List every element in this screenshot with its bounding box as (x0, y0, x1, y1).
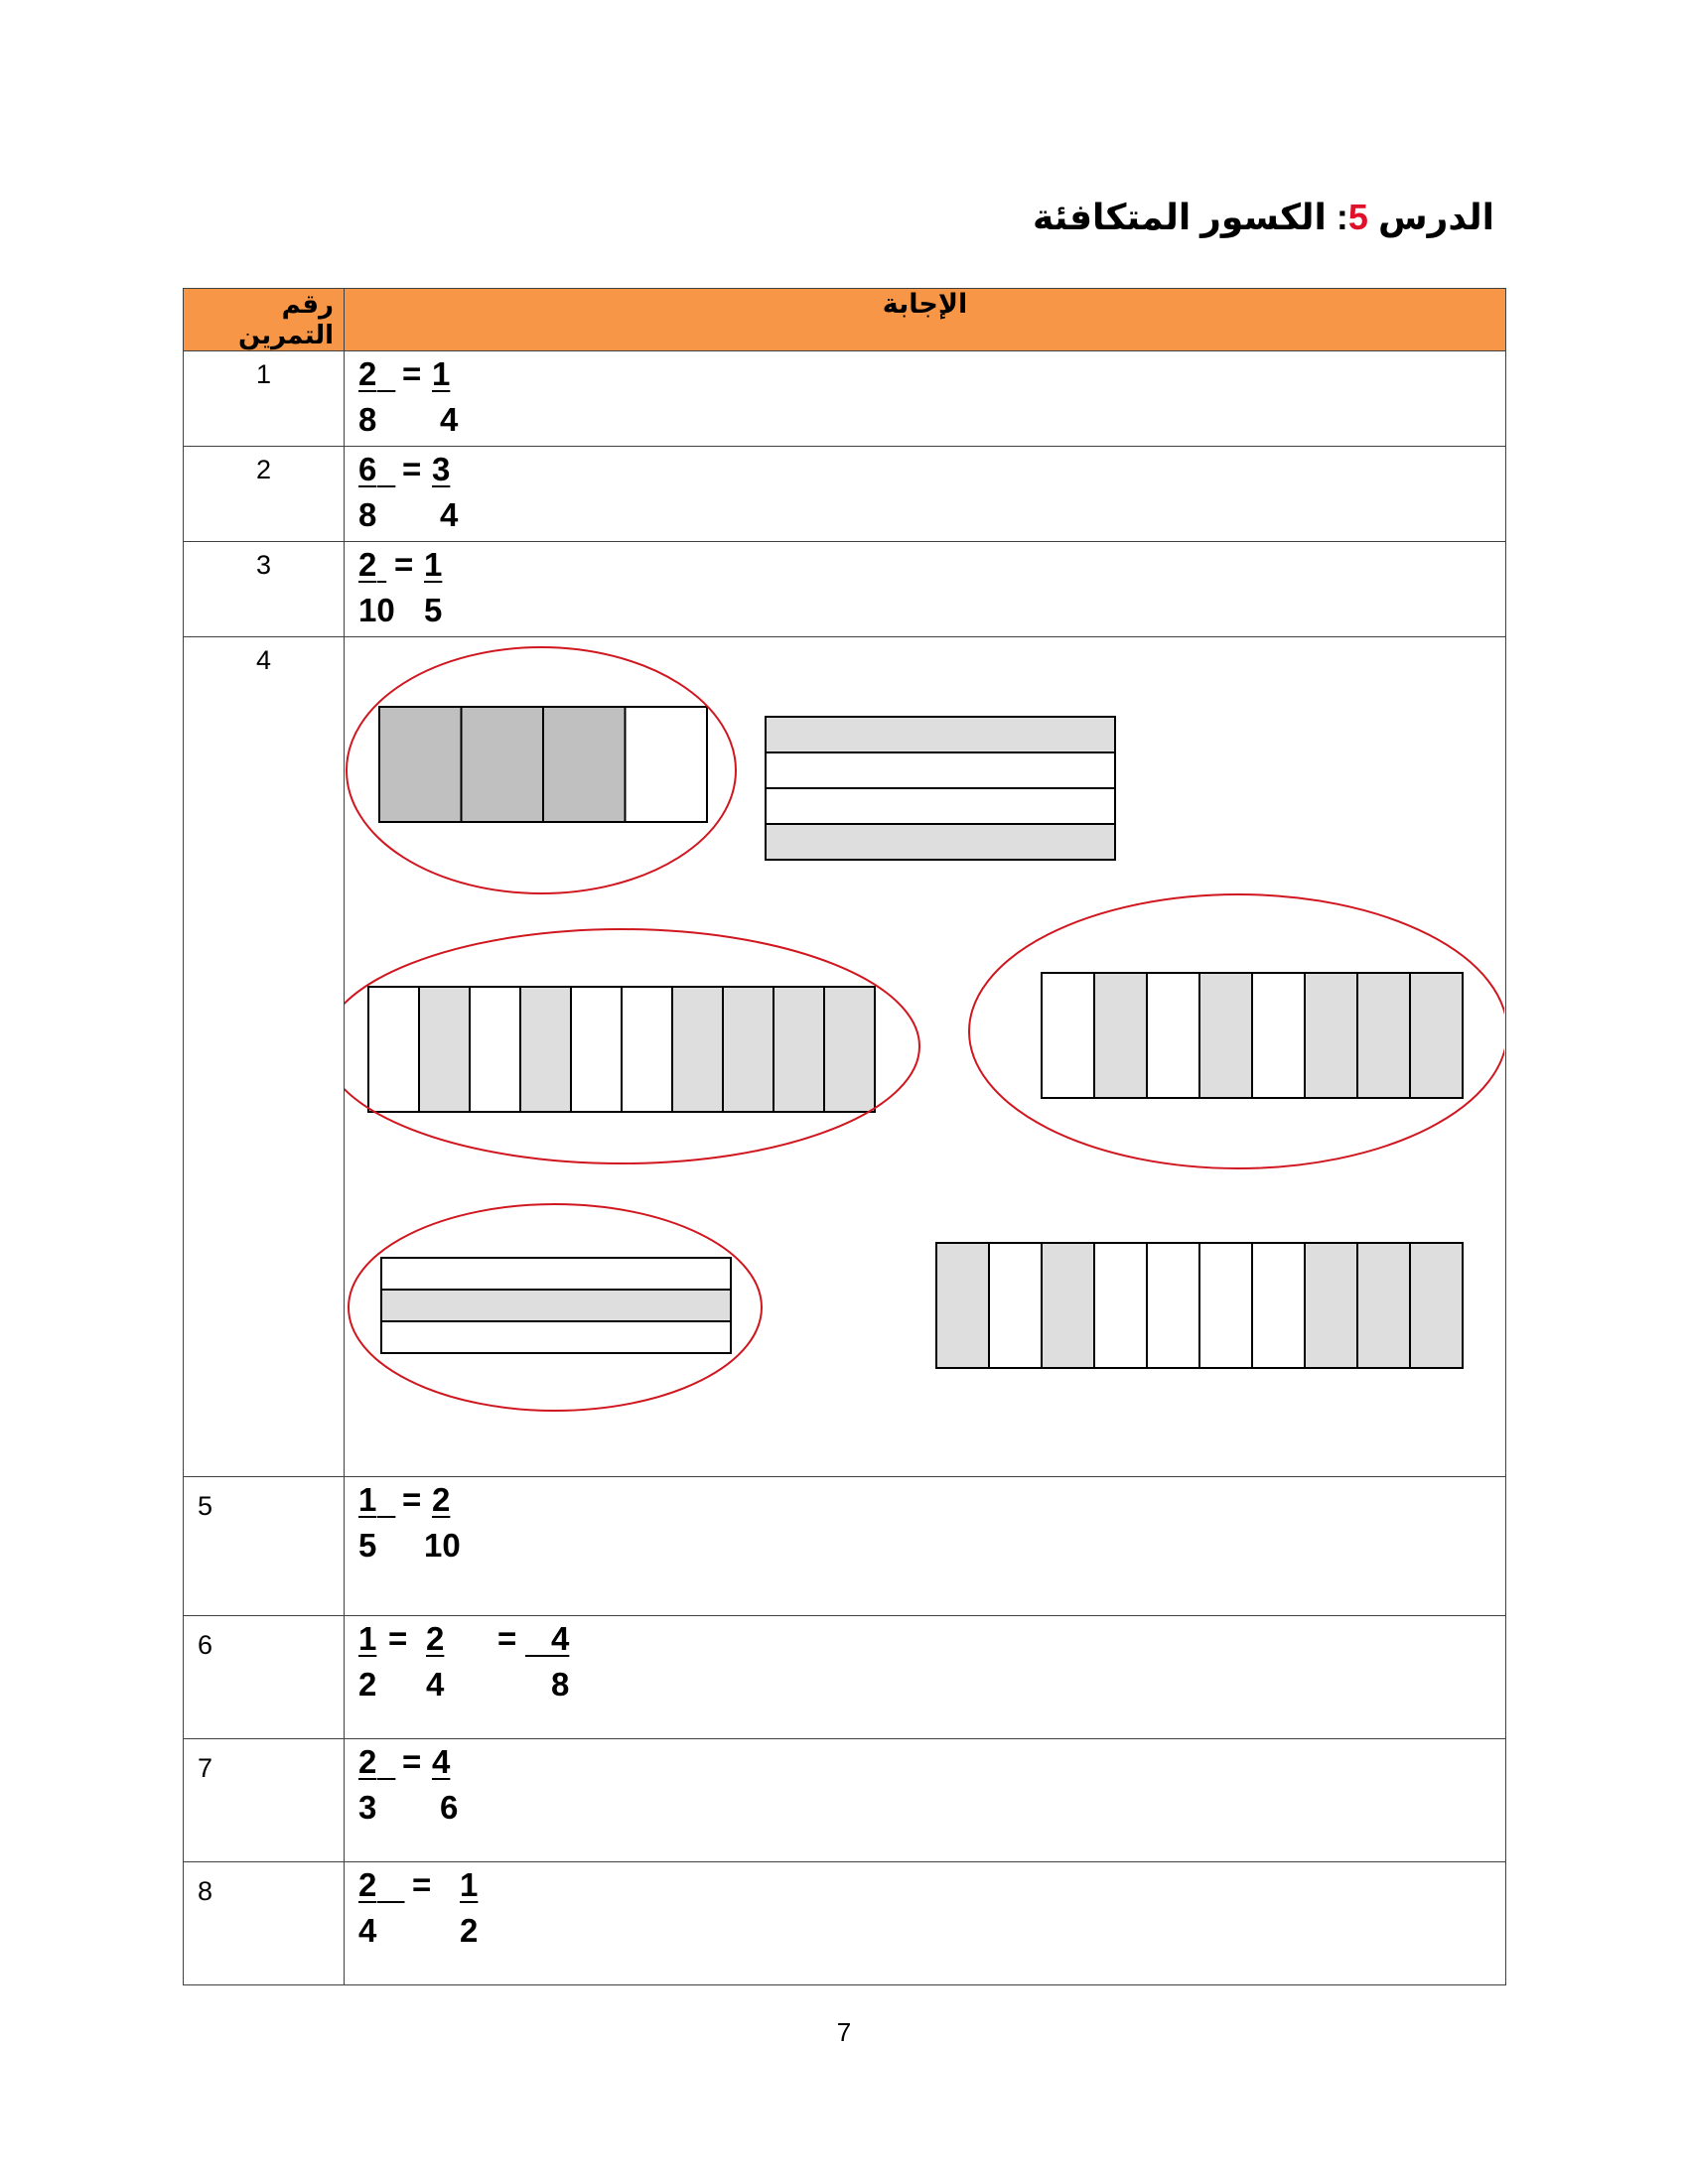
shaded-part (462, 707, 544, 822)
shaded-part (379, 707, 462, 822)
unshaded-part (1094, 1243, 1147, 1368)
header-exercise-number: رقم التمرين (184, 289, 345, 351)
shaded-part (1094, 973, 1147, 1098)
unshaded-part (470, 987, 520, 1112)
exercise-number: 4 (184, 637, 345, 1477)
exercise-number: 7 (184, 1739, 345, 1862)
table-row (184, 637, 1506, 1477)
exercise-number: 3 (184, 542, 345, 637)
shaded-part (419, 987, 470, 1112)
table-row (184, 351, 1506, 447)
exercise-number: 1 (184, 351, 345, 447)
exercise-number: 6 (184, 1616, 345, 1739)
table-header-row (184, 289, 1506, 351)
fraction-strip-4 (969, 894, 1504, 1168)
shaded-part (1042, 1243, 1094, 1368)
shaded-part (1410, 973, 1463, 1098)
unshaded-part (381, 1321, 731, 1353)
answers-table (183, 288, 1506, 1985)
answer-cell: 6 = 3 8 4 (345, 447, 1506, 542)
answer-cell: 2 = 1 10 5 (345, 542, 1506, 637)
answer-cell: 1 = 2 5 10 (345, 1477, 1506, 1616)
unshaded-part (381, 1258, 731, 1290)
shaded-part (723, 987, 774, 1112)
unshaded-part (1147, 1243, 1199, 1368)
shaded-part (381, 1290, 731, 1321)
shaded-part (774, 987, 824, 1112)
table-row (184, 1616, 1506, 1739)
fraction-strip-1 (347, 647, 736, 893)
shaded-part (672, 987, 723, 1112)
lesson-number: 5 (1347, 197, 1368, 237)
unshaded-part (626, 707, 708, 822)
lesson-title: الدرس 5: الكسور المتكافئة (1032, 197, 1494, 237)
unshaded-part (766, 752, 1115, 788)
table-row (184, 447, 1506, 542)
page-number: 7 (836, 2017, 852, 2047)
exercise-number: 2 (184, 447, 345, 542)
header-answer: الإجابة (345, 289, 1506, 351)
table-row (184, 1739, 1506, 1862)
fraction-strip-5 (349, 1204, 762, 1411)
shaded-part (520, 987, 571, 1112)
unshaded-part (989, 1243, 1042, 1368)
unshaded-part (1199, 1243, 1252, 1368)
shaded-part (1410, 1243, 1463, 1368)
unshaded-part (622, 987, 672, 1112)
unshaded-part (1147, 973, 1199, 1098)
shaded-part (936, 1243, 989, 1368)
answer-cell: 2 = 4 3 6 (345, 1739, 1506, 1862)
answer-cell: 1 = 2 = 4 2 4 8 (345, 1616, 1506, 1739)
answer-cell: 2 = 1 8 4 (345, 351, 1506, 447)
shaded-part (1305, 1243, 1357, 1368)
shaded-part (766, 717, 1115, 752)
unshaded-part (766, 788, 1115, 824)
shaded-part (543, 707, 626, 822)
shaded-part (1357, 1243, 1410, 1368)
table-row (184, 1477, 1506, 1616)
fraction-strip-2 (766, 717, 1115, 860)
unshaded-part (1252, 1243, 1305, 1368)
shaded-part (1199, 973, 1252, 1098)
table-row (184, 1862, 1506, 1985)
exercise-number: 5 (184, 1477, 345, 1616)
unshaded-part (1042, 973, 1094, 1098)
fraction-strip-3 (345, 929, 919, 1163)
unshaded-part (368, 987, 419, 1112)
fraction-strips-figure (345, 637, 1504, 1473)
fraction-strip-6 (936, 1243, 1463, 1368)
shaded-part (1357, 973, 1410, 1098)
shaded-part (824, 987, 875, 1112)
table-row (184, 542, 1506, 637)
exercise-number: 8 (184, 1862, 345, 1985)
unshaded-part (1252, 973, 1305, 1098)
answer-cell: 2 = 1 4 2 (345, 1862, 1506, 1985)
unshaded-part (571, 987, 622, 1112)
shaded-part (1305, 973, 1357, 1098)
answer-cell (345, 637, 1506, 1477)
shaded-part (766, 824, 1115, 860)
